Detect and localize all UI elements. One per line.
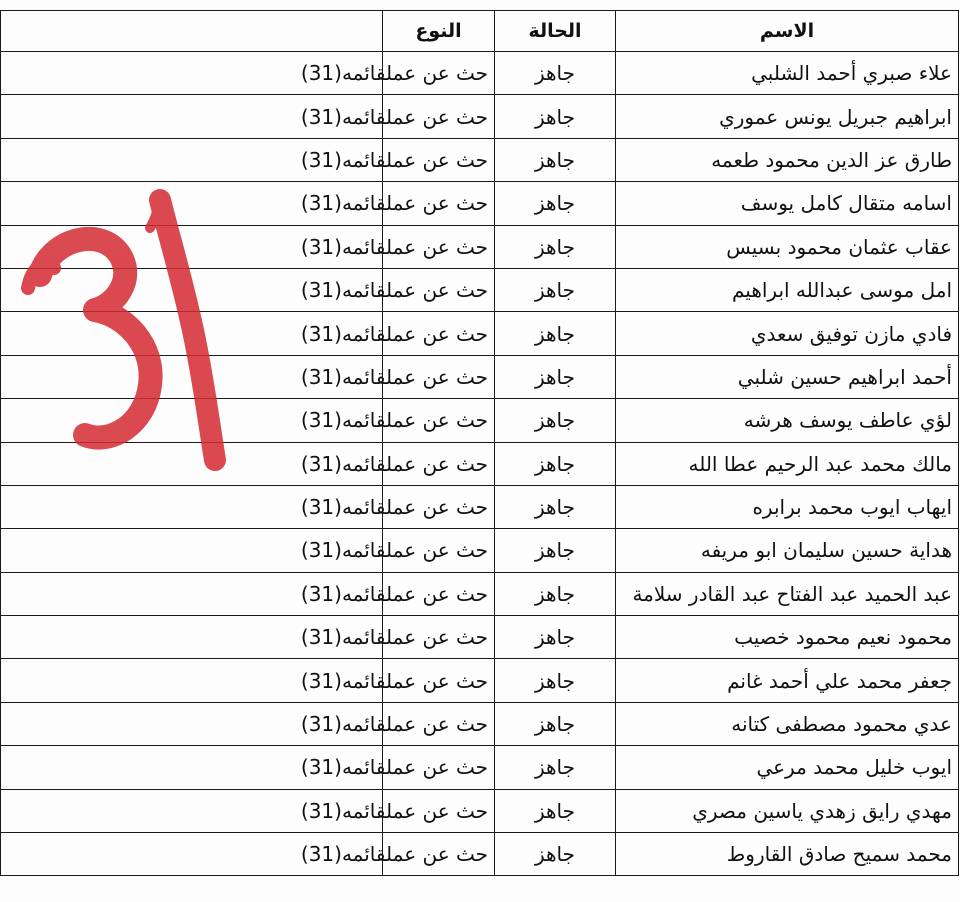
row-name: هداية حسين سليمان ابو مريفه	[616, 529, 959, 572]
row-type-cell	[300, 312, 495, 355]
table-row	[1, 833, 959, 876]
row-name: ايهاب ايوب محمد برابره	[616, 485, 959, 528]
row-type-cell	[300, 616, 495, 659]
row-type: حث عن عملقائمه(31)	[300, 104, 488, 129]
row-name: مهدي رايق زهدي ياسين مصري	[616, 789, 959, 832]
row-name: ابراهيم جبريل يونس عموري	[616, 95, 959, 138]
row-status: جاهز	[495, 95, 616, 138]
row-type: حث عن عملقائمه(31)	[300, 538, 488, 563]
row-status: جاهز	[495, 485, 616, 528]
names-table	[0, 10, 959, 876]
row-type-cell	[300, 52, 495, 95]
row-status: جاهز	[495, 442, 616, 485]
row-status: جاهز	[495, 746, 616, 789]
row-type: حث عن عملقائمه(31)	[300, 451, 488, 476]
table-row	[1, 355, 959, 398]
row-type-cell	[300, 268, 495, 311]
table-row	[1, 268, 959, 311]
row-type: حث عن عملقائمه(31)	[300, 321, 488, 346]
row-name: جعفر محمد علي أحمد غانم	[616, 659, 959, 702]
row-status: جاهز	[495, 225, 616, 268]
row-name: عبد الحميد عبد الفتاح عبد القادر سلامة	[616, 572, 959, 615]
row-type-cell	[300, 529, 495, 572]
table-row	[1, 572, 959, 615]
table-row	[1, 485, 959, 528]
row-status: جاهز	[495, 52, 616, 95]
row-type-cell	[300, 95, 495, 138]
table-row	[1, 746, 959, 789]
row-status: جاهز	[495, 789, 616, 832]
row-type-cell	[300, 399, 495, 442]
row-type: حث عن عملقائمه(31)	[300, 364, 488, 389]
row-name: اسامه متقال كامل يوسف	[616, 182, 959, 225]
row-type-cell	[300, 182, 495, 225]
table-row	[1, 529, 959, 572]
table-row	[1, 95, 959, 138]
row-status: جاهز	[495, 138, 616, 181]
table-row	[1, 225, 959, 268]
row-type: حث عن عملقائمه(31)	[300, 668, 488, 693]
table-row	[1, 616, 959, 659]
row-name: عقاب عثمان محمود بسيس	[616, 225, 959, 268]
row-status: جاهز	[495, 268, 616, 311]
table-row	[1, 789, 959, 832]
row-name: علاء صبري أحمد الشلبي	[616, 52, 959, 95]
row-type-cell	[300, 572, 495, 615]
row-name: ايوب خليل محمد مرعي	[616, 746, 959, 789]
header-type: النوع	[383, 11, 495, 52]
row-type: حث عن عملقائمه(31)	[300, 798, 488, 823]
row-name: محمد سميح صادق القاروط	[616, 833, 959, 876]
header-name: الاسم	[616, 11, 959, 52]
row-name: محمود نعيم محمود خصيب	[616, 616, 959, 659]
row-type: حث عن عملقائمه(31)	[300, 842, 488, 867]
row-type: حث عن عملقائمه(31)	[300, 234, 488, 259]
row-status: جاهز	[495, 659, 616, 702]
row-status: جاهز	[495, 702, 616, 745]
row-name: لؤي عاطف يوسف هرشه	[616, 399, 959, 442]
row-name: عدي محمود مصطفى كتانه	[616, 702, 959, 745]
row-type-cell	[300, 702, 495, 745]
row-type-cell	[300, 442, 495, 485]
row-name: امل موسى عبدالله ابراهيم	[616, 268, 959, 311]
row-status: جاهز	[495, 182, 616, 225]
row-status: جاهز	[495, 399, 616, 442]
row-type: حث عن عملقائمه(31)	[300, 581, 488, 606]
row-type: حث عن عملقائمه(31)	[300, 191, 488, 216]
row-name: أحمد ابراهيم حسين شلبي	[616, 355, 959, 398]
table-row	[1, 442, 959, 485]
table-row	[1, 659, 959, 702]
row-type: حث عن عملقائمه(31)	[300, 147, 488, 172]
row-type: حث عن عملقائمه(31)	[300, 712, 488, 737]
table-row	[1, 138, 959, 181]
header-empty	[1, 11, 383, 52]
row-name: فادي مازن توفيق سعدي	[616, 312, 959, 355]
table-header-row	[1, 11, 959, 52]
row-status: جاهز	[495, 833, 616, 876]
row-status: جاهز	[495, 616, 616, 659]
row-type: حث عن عملقائمه(31)	[300, 495, 488, 520]
table-row	[1, 52, 959, 95]
row-status: جاهز	[495, 355, 616, 398]
row-type: حث عن عملقائمه(31)	[300, 278, 488, 303]
row-type-cell	[300, 355, 495, 398]
row-type-cell	[300, 746, 495, 789]
row-name: طارق عز الدين محمود طعمه	[616, 138, 959, 181]
row-type-cell	[300, 138, 495, 181]
table-row	[1, 702, 959, 745]
row-status: جاهز	[495, 572, 616, 615]
table-row	[1, 399, 959, 442]
row-name: مالك محمد عبد الرحيم عطا الله	[616, 442, 959, 485]
row-type-cell	[300, 659, 495, 702]
row-type: حث عن عملقائمه(31)	[300, 625, 488, 650]
row-type: حث عن عملقائمه(31)	[300, 755, 488, 780]
row-type-cell	[300, 225, 495, 268]
row-type-cell	[300, 833, 495, 876]
row-type-cell	[300, 789, 495, 832]
row-type: حث عن عملقائمه(31)	[300, 61, 488, 86]
table-row	[1, 182, 959, 225]
table-row	[1, 312, 959, 355]
header-status: الحالة	[495, 11, 616, 52]
row-status: جاهز	[495, 529, 616, 572]
row-status: جاهز	[495, 312, 616, 355]
row-type-cell	[300, 485, 495, 528]
row-type: حث عن عملقائمه(31)	[300, 408, 488, 433]
